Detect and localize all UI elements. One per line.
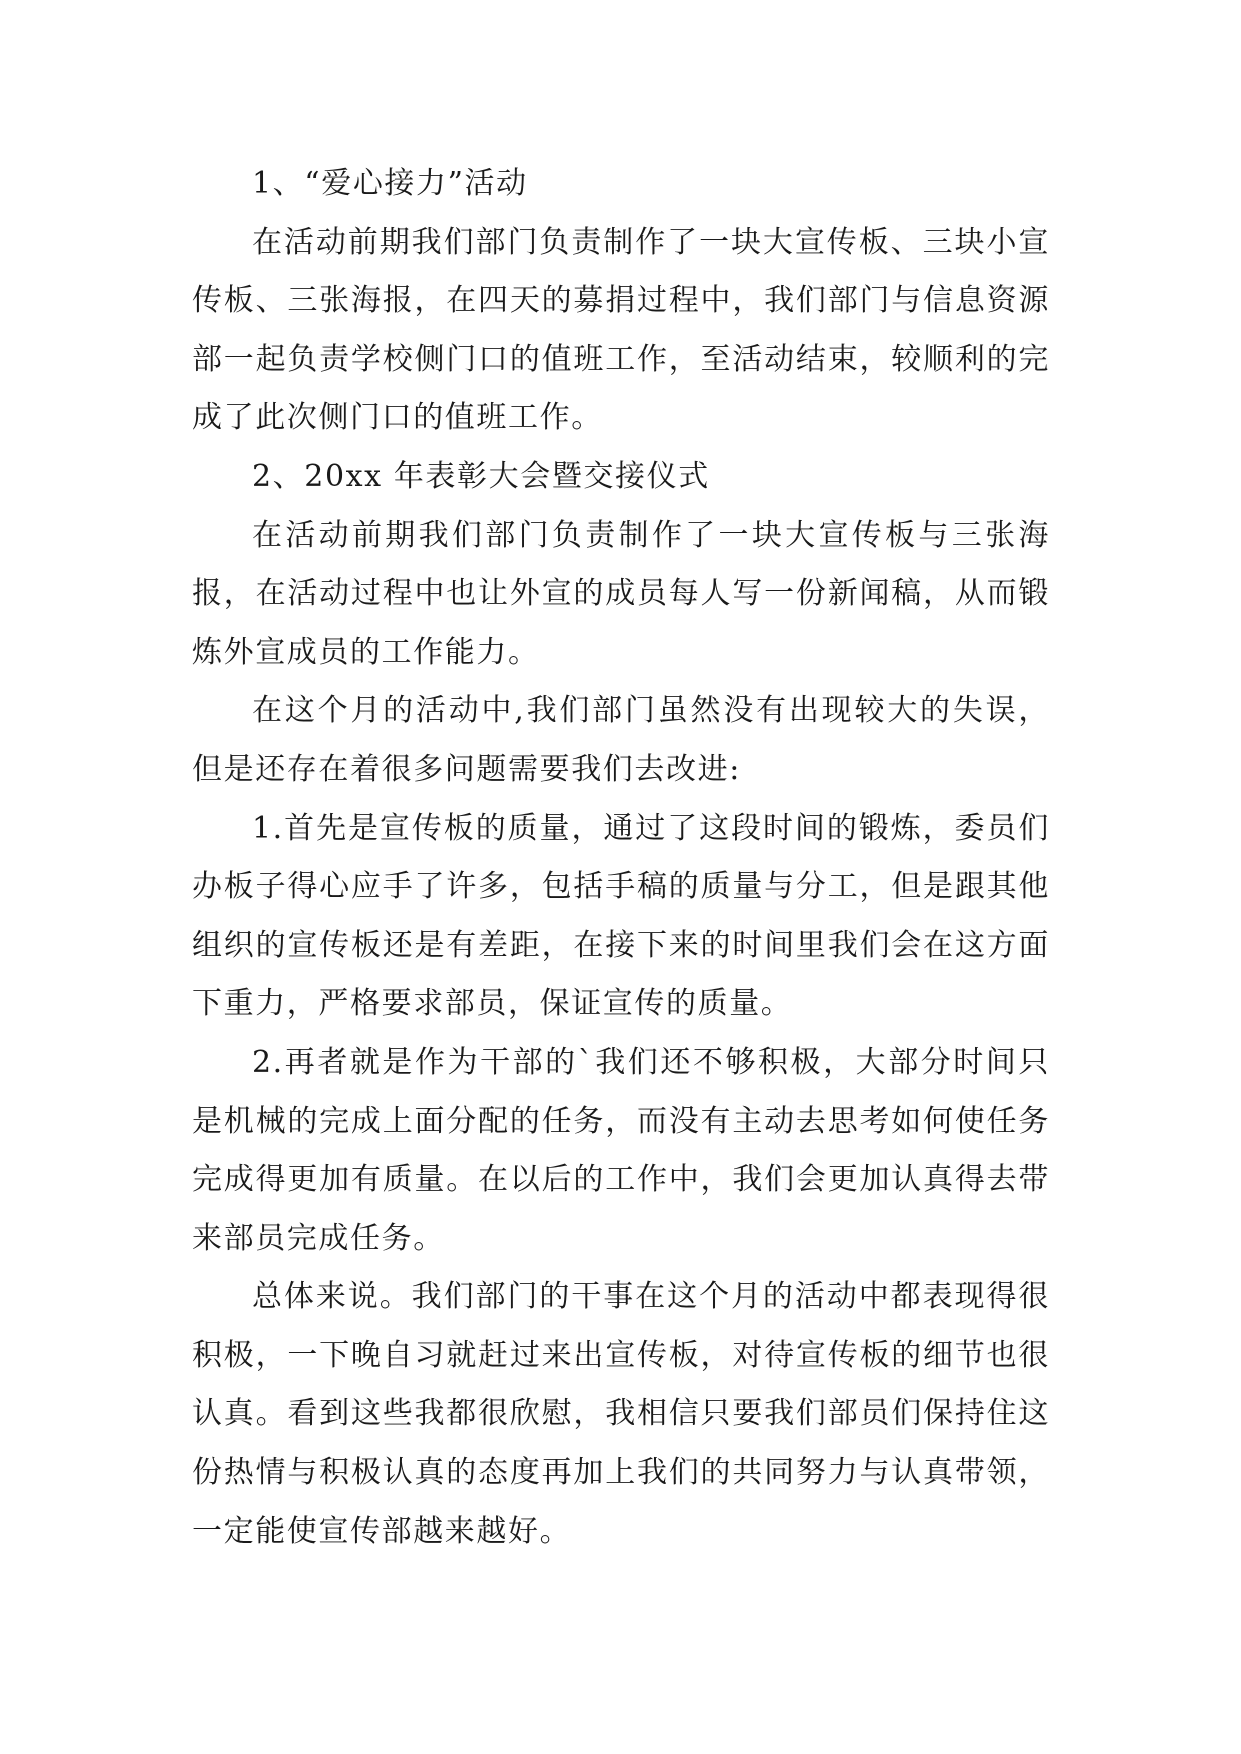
paragraph-problem-2: 2.再者就是作为干部的`我们还不够积极，大部分时间只是机械的完成上面分配的任务，而没有主动去思考如何使任务完成得更加有质量。在以后的工作中，我们会更加认真得去带来部员完成任务。 <box>192 1044 1050 1256</box>
paragraph-problem-1: 1.首先是宣传板的质量，通过了这段时间的锻炼，委员们办板子得心应手了许多，包括手稿的质量与分工，但是跟其他组织的宣传板还是有差距，在接下来的时间里我们会在这方面下重力，严格要求部员，保证宣传的质量。 <box>192 810 1050 1022</box>
heading-love-relay: 1、“爱心接力”活动 <box>252 166 528 201</box>
paragraph-love-relay-detail: 在活动前期我们部门负责制作了一块大宣传板、三块小宣传板、三张海报，在四天的募捐过程中，我们部门与信息资源部一起负责学校侧门口的值班工作，至活动结束，较顺利的完成了此次侧门口的值班工作。 <box>192 224 1050 436</box>
document-body <box>192 155 1050 1561</box>
heading-award-ceremony: 2、20xx 年表彰大会暨交接仪式 <box>252 458 710 494</box>
paragraph-summary: 总体来说。我们部门的干事在这个月的活动中都表现得很积极，一下晚自习就赶过来出宣传板，对待宣传板的细节也很认真。看到这些我都很欣慰，我相信只要我们部员们保持住这份热情与积极认真的态度再加上我们的共同努力与认真带领，一定能使宣传部越来越好。 <box>192 1279 1050 1549</box>
paragraph-problems-intro: 在这个月的活动中,我们部门虽然没有出现较大的失误，但是还存在着很多问题需要我们去改进: <box>192 693 1050 787</box>
paragraph-award-ceremony-detail: 在活动前期我们部门负责制作了一块大宣传板与三张海报，在活动过程中也让外宣的成员每人写一份新闻稿，从而锻炼外宣成员的工作能力。 <box>192 517 1050 670</box>
